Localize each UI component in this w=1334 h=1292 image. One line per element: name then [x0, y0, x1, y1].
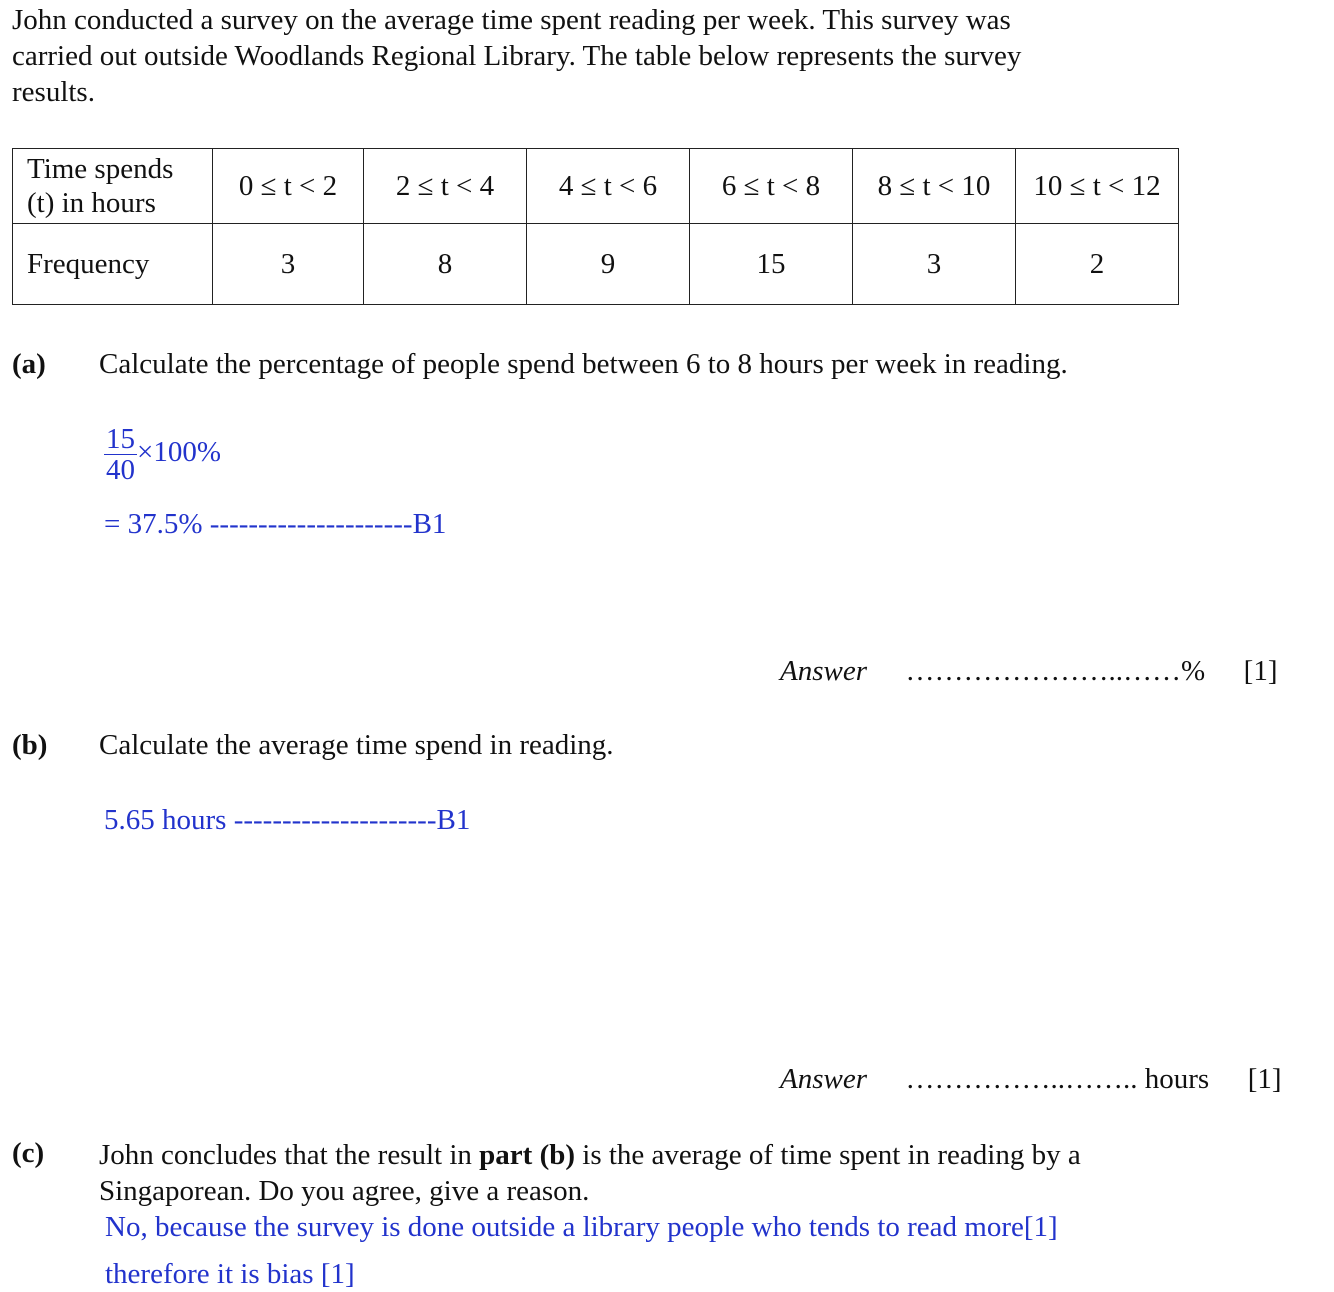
question-c-text-bold: part (b) — [479, 1139, 576, 1171]
question-c-text-line2: Singaporean. Do you agree, give a reason. — [99, 1175, 590, 1207]
interval-cell: 8 ≤ t < 10 — [853, 149, 1016, 224]
table-row-time — [13, 149, 1179, 224]
answer-a-row — [780, 655, 1278, 688]
interval-cell: 2 ≤ t < 4 — [364, 149, 527, 224]
answer-a-word: Answer — [780, 655, 867, 687]
intro-line-3: results. — [12, 76, 95, 108]
question-a-text: Calculate the percentage of people spend between 6 to 8 hours per week in reading. — [99, 348, 1068, 380]
intro-line-1: John conducted a survey on the average time spent reading per week. This survey was — [12, 4, 1011, 36]
intro-line-2: carried out outside Woodlands Regional Library. The table below represents the survey — [12, 40, 1022, 72]
question-c-answer-line1: No, because the survey is done outside a library people who tends to read more[1] — [105, 1211, 1058, 1243]
frequency-cell: 8 — [364, 224, 527, 305]
frequency-cell: 9 — [527, 224, 690, 305]
question-a-label: (a) — [12, 348, 46, 380]
header-line-1: Time spends — [27, 153, 174, 185]
frequency-cell: 15 — [690, 224, 853, 305]
frequency-cell: 3 — [213, 224, 364, 305]
answer-a-line: …………………..……% — [905, 655, 1206, 687]
table-row-frequency — [13, 224, 1179, 305]
fraction — [104, 424, 137, 485]
question-c-text — [99, 1137, 1081, 1209]
question-b-label: (b) — [12, 729, 48, 761]
question-a-result: = 37.5% ---------------------B1 — [104, 508, 447, 540]
interval-cell: 10 ≤ t < 12 — [1016, 149, 1179, 224]
frequency-cell: 2 — [1016, 224, 1179, 305]
answer-a-marks: [1] — [1243, 655, 1278, 687]
question-c-text-pre: John concludes that the result in — [99, 1139, 480, 1171]
interval-cell: 6 ≤ t < 8 — [690, 149, 853, 224]
question-c-answer-line2: therefore it is bias [1] — [105, 1258, 355, 1290]
question-c-label: (c) — [12, 1137, 45, 1169]
fraction-numerator: 15 — [106, 423, 135, 455]
frequency-table — [12, 148, 1179, 305]
intro-paragraph — [12, 2, 1182, 110]
answer-b-word: Answer — [780, 1063, 867, 1095]
table-header-frequency: Frequency — [13, 224, 213, 305]
question-b-text: Calculate the average time spend in reading. — [99, 729, 614, 761]
question-a-working — [104, 424, 221, 485]
interval-cell: 4 ≤ t < 6 — [527, 149, 690, 224]
frequency-cell: 3 — [853, 224, 1016, 305]
answer-b-row — [780, 1063, 1282, 1096]
header-line-2: (t) in hours — [27, 187, 156, 219]
question-b-working: 5.65 hours ---------------------B1 — [104, 804, 471, 836]
answer-b-line: ……………..…….. hours — [905, 1063, 1210, 1095]
fraction-denominator: 40 — [106, 454, 135, 486]
interval-cell: 0 ≤ t < 2 — [213, 149, 364, 224]
question-c-text-post: is the average of time spent in reading by a — [575, 1139, 1081, 1171]
table-header-time — [13, 149, 213, 224]
answer-b-marks: [1] — [1247, 1063, 1282, 1095]
times-hundred-percent: ×100% — [137, 436, 222, 469]
